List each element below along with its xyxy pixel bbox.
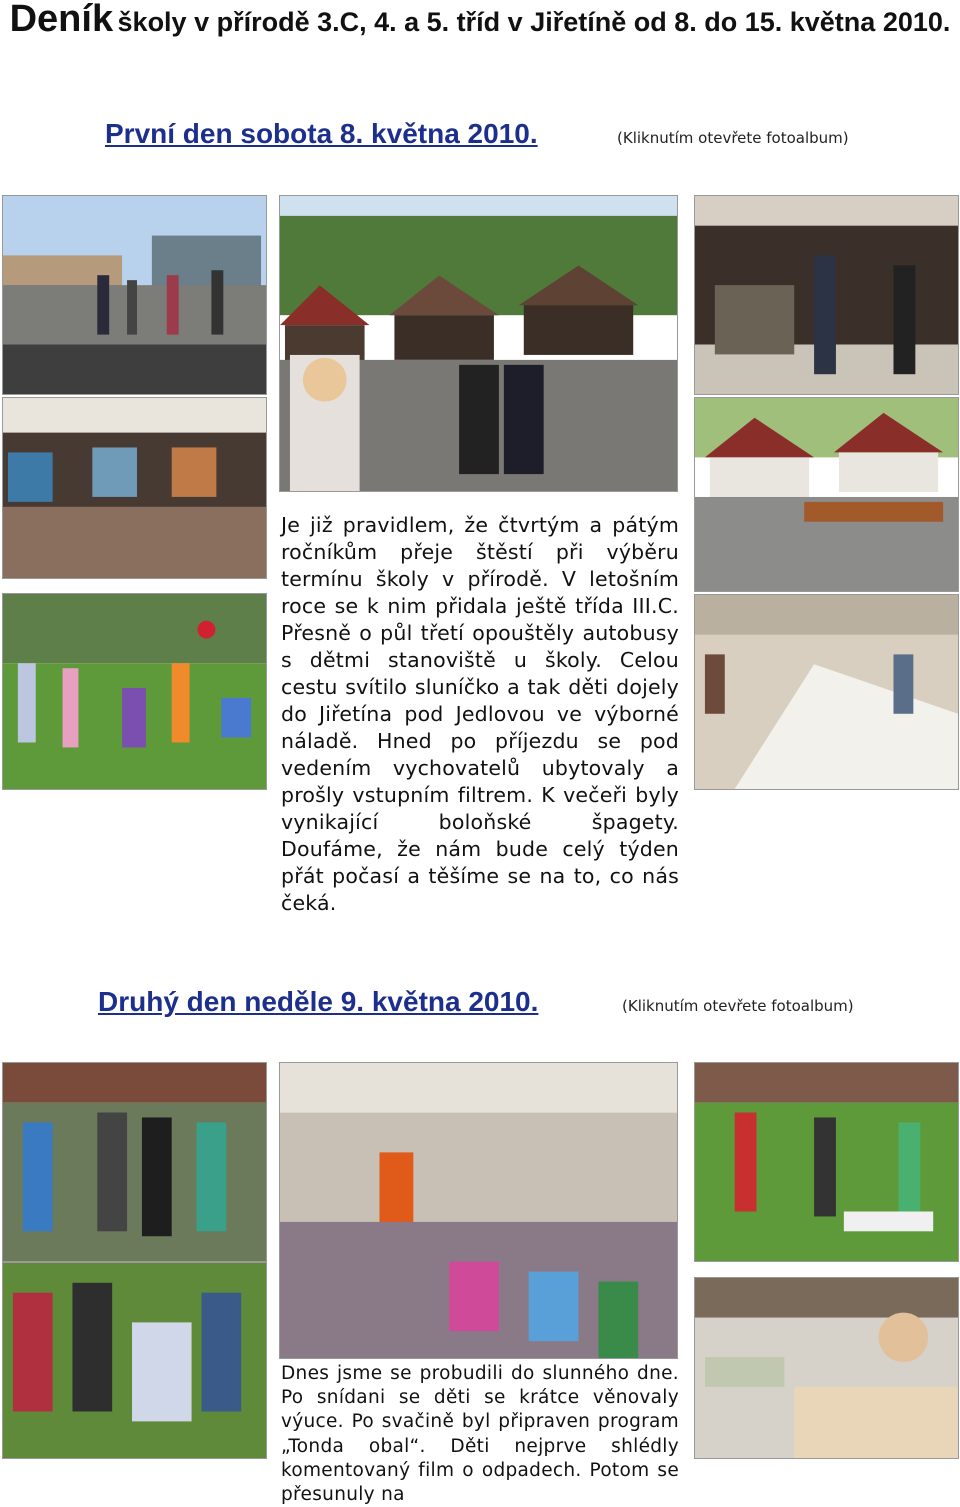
photo-kids-outdoors[interactable] — [2, 1062, 267, 1262]
day2-heading-link[interactable]: Druhý den neděle 9. května 2010. — [98, 986, 539, 1017]
title-big: Deník — [9, 0, 114, 40]
page-title — [0, 0, 960, 46]
photo-arrival-parking[interactable] — [2, 195, 267, 395]
photo-classroom[interactable] — [694, 1277, 959, 1459]
day1-heading-link[interactable]: První den sobota 8. května 2010. — [105, 118, 538, 149]
photo-lecture-hall[interactable] — [279, 1062, 678, 1359]
title-rest: školy v přírodě 3.C, 4. a 5. tříd v Jiřetíně od 8. do 15. května 2010. — [117, 7, 951, 37]
photo-group-worksheets[interactable] — [2, 1262, 267, 1459]
photo-stage-performance[interactable] — [694, 195, 959, 395]
photo-outdoor-game[interactable] — [694, 1062, 959, 1262]
day2-text: Dnes jsme se probudili do slunného dne. Po snídani se děti se krátce věnovaly výuce. Po svačině byl připraven program „Tonda obal“. Děti nejprve shlédly komentovaný film o odpadech. Potom se přesunuly na — [281, 1363, 679, 1506]
photo-picnic-tables[interactable] — [694, 397, 959, 592]
photo-hall-audience[interactable] — [2, 397, 267, 579]
day1-text: Je již pravidlem, že čtvrtým a pátým ročníkům přeje štěstí při výběru termínu školy v přírodě. V letošním roce se k nim přidala ještě třída III.C. Přesně o půl třetí opouštěly autobusy s dětmi stanoviště u školy. Celou cestu svítilo sluníčko a tak děti dojely do Jiřetína pod Jedlovou ve výborné náladě. Hned po příjezdu se pod vedením vychovatelů ubytovaly a prošly vstupním filtrem. K večeři byly vynikající boloňské špagety. Doufáme, že nám bude celý týden přát počasí a těšíme se na to, co nás čeká. — [281, 513, 679, 915]
photo-ball-game[interactable] — [2, 593, 267, 790]
photo-dining-hall[interactable] — [694, 594, 959, 790]
photo-kids-cabins[interactable] — [279, 195, 678, 492]
day2-album-note: (Kliknutím otevřete fotoalbum) — [622, 997, 854, 1015]
day1-album-note: (Kliknutím otevřete fotoalbum) — [617, 129, 849, 147]
